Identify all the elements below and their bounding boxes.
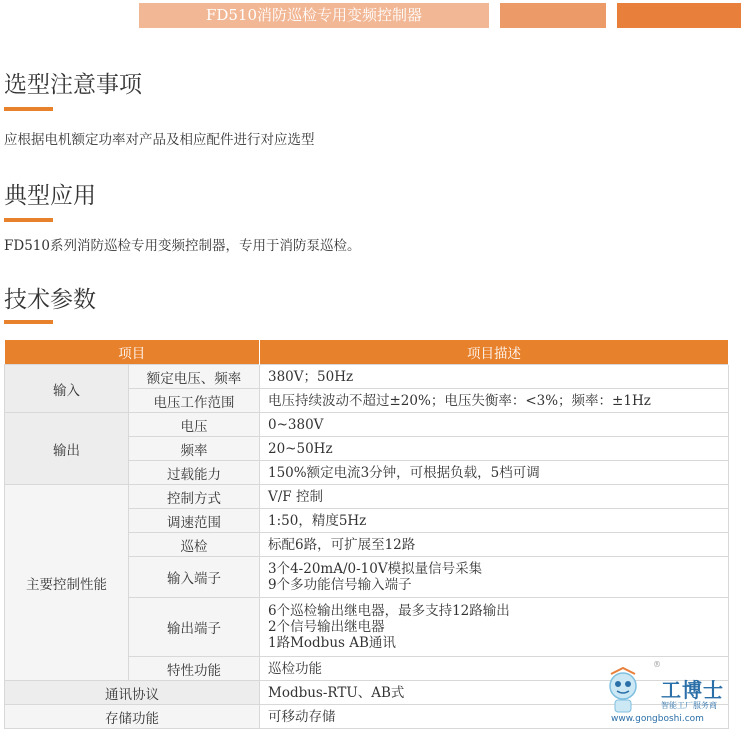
item-cell: 输入端子 [129,557,260,598]
table-header-desc: 项目描述 [260,340,729,365]
table-row [5,485,729,509]
watermark-reg: ® [653,660,661,669]
desc-cell: Modbus-RTU、AB式 [260,681,729,705]
heading-underline [4,218,53,222]
desc-cell: 380V；50Hz [260,365,729,389]
table-header-row [5,340,729,365]
desc-cell: 150%额定电流3分钟，可根据负载，5档可调 [260,461,729,485]
desc-cell: 20~50Hz [260,437,729,461]
desc-cell: 可移动存储 [260,705,729,729]
table-row [5,413,729,437]
desc-cell: 标配6路，可扩展至12路 [260,533,729,557]
item-cell: 存储功能 [5,705,260,729]
item-cell: 频率 [129,437,260,461]
desc-cell: 电压持续波动不超过±20%；电压失衡率：<3%；频率：±1Hz [260,389,729,413]
group-cell-input: 输入 [5,365,129,413]
heading-underline [4,107,53,111]
desc-line: 6个巡检输出继电器，最多支持12路输出 [268,603,510,619]
table-row [5,365,729,389]
desc-line: 9个多功能信号输入端子 [268,577,412,593]
item-cell: 电压 [129,413,260,437]
group-cell-control: 主要控制性能 [5,485,129,681]
desc-line: 3个4-20mA/0-10V模拟量信号采集 [268,561,483,577]
item-cell: 过载能力 [129,461,260,485]
section-heading-selection: 选型注意事项 [4,72,142,98]
item-cell: 控制方式 [129,485,260,509]
item-cell: 特性功能 [129,657,260,681]
item-cell: 额定电压、频率 [129,365,260,389]
header-title-bar [139,3,489,28]
desc-cell: 1:50，精度5Hz [260,509,729,533]
header-accent-bar [500,3,606,28]
header-title: FD510消防巡检专用变频控制器 [205,6,423,24]
desc-cell [260,598,729,657]
desc-cell: V/F 控制 [260,485,729,509]
section-text-selection: 应根据电机额定功率对产品及相应配件进行对应选型 [4,132,315,148]
header-accent-bar-2 [617,3,741,28]
heading-underline [4,320,53,324]
section-heading-application: 典型应用 [4,183,96,209]
desc-cell [260,557,729,598]
desc-line: 1路Modbus AB通讯 [268,635,396,651]
item-cell: 调速范围 [129,509,260,533]
watermark-url: www.gongboshi.com [611,714,704,724]
group-cell-output: 输出 [5,413,129,485]
item-cell: 通讯协议 [5,681,260,705]
section-heading-specs: 技术参数 [4,287,96,313]
table-header-item: 项目 [5,340,260,365]
desc-line: 2个信号输出继电器 [268,619,385,635]
section-text-application: FD510系列消防巡检专用变频控制器，专用于消防泵巡检。 [4,238,361,254]
desc-cell: 巡检功能 [260,657,729,681]
item-cell: 电压工作范围 [129,389,260,413]
watermark-brand: 工博士 [661,678,724,702]
desc-cell: 0~380V [260,413,729,437]
watermark-logo [603,660,735,724]
item-cell: 巡检 [129,533,260,557]
watermark-tagline: 智能工厂服务商 [661,701,717,710]
item-cell: 输出端子 [129,598,260,657]
